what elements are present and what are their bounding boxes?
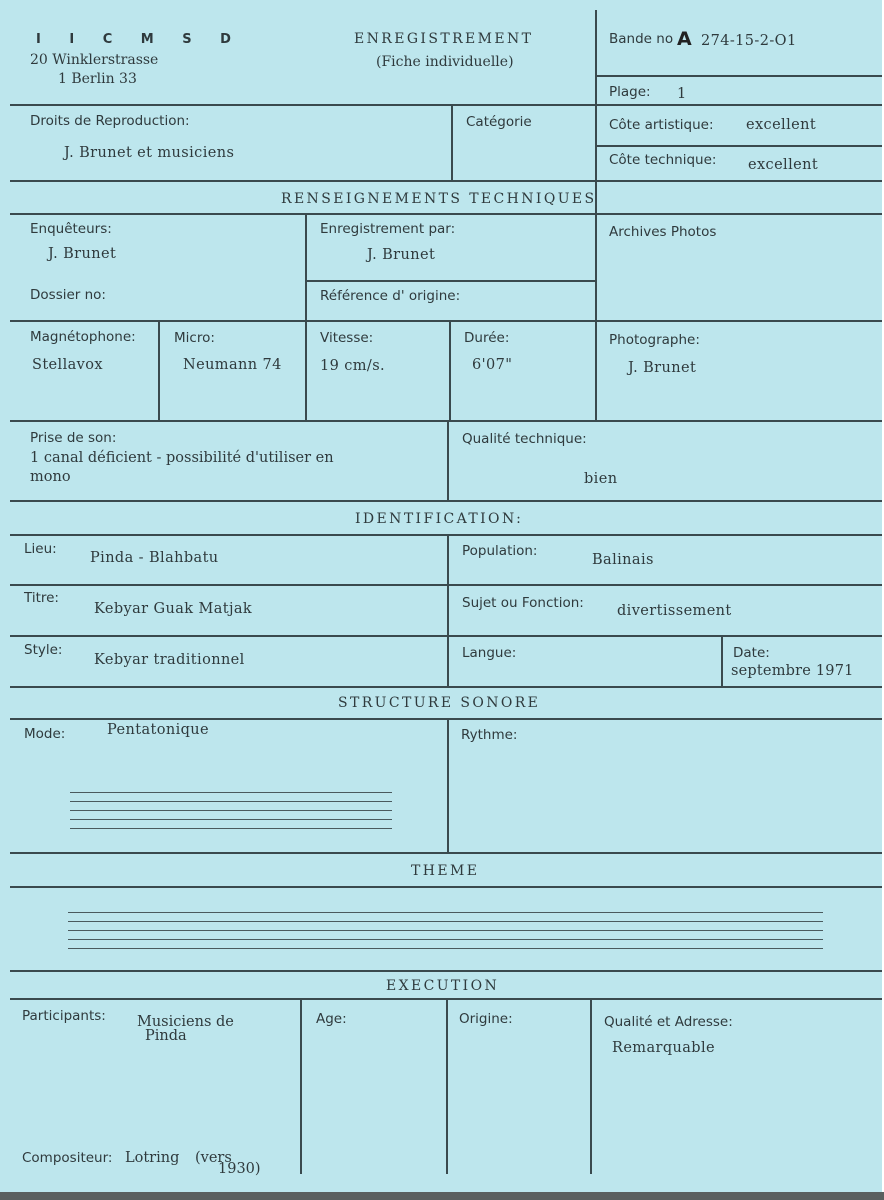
age-label: Age: (316, 1011, 347, 1027)
compositeur-value: Lotring (125, 1150, 180, 1166)
compositeur-note-line1: (vers (195, 1150, 232, 1166)
theme-staff-line (68, 921, 823, 922)
rule-lieu-bottom (10, 584, 882, 586)
form-subtitle: (Fiche individuelle) (376, 54, 514, 70)
form-title: ENREGISTREMENT (354, 31, 534, 47)
style-label: Style: (24, 642, 63, 658)
rule-titre-bottom (10, 635, 882, 637)
institution-city: 1 Berlin 33 (58, 71, 137, 87)
rule-plage-bottom (596, 104, 882, 106)
rule-dossier-bottom (10, 320, 882, 322)
cote-technique-value: excellent (748, 157, 819, 173)
enregistrement-par-label: Enregistrement par: (320, 221, 456, 237)
plage-value: 1 (677, 86, 687, 102)
micro-value: Neumann 74 (183, 357, 282, 373)
mode-staff-line (70, 810, 392, 811)
participants-label: Participants: (22, 1008, 106, 1024)
droits-label: Droits de Reproduction: (30, 113, 190, 129)
rule-categorie-left (451, 104, 453, 180)
date-value: septembre 1971 (731, 663, 854, 679)
rule-qualite-adresse-left (590, 998, 592, 1174)
section-structure: STRUCTURE SONORE (338, 695, 541, 711)
bande-number: 274-15-2-O1 (701, 33, 797, 49)
droits-value: J. Brunet et musiciens (64, 145, 235, 161)
lieu-label: Lieu: (24, 541, 57, 557)
participants-line1: Musiciens de (137, 1014, 234, 1030)
scan-bottom-edge (0, 1192, 884, 1200)
rule-structure-bottom (10, 718, 882, 720)
enqueteurs-value: J. Brunet (48, 246, 117, 262)
titre-value: Kebyar Guak Matjak (94, 601, 253, 617)
prise-de-son-label: Prise de son: (30, 430, 117, 446)
rule-date-left (721, 635, 723, 686)
vitesse-label: Vitesse: (320, 330, 374, 346)
rule-duree-left (449, 320, 451, 420)
institution-street: 20 Winklerstrasse (30, 52, 159, 68)
magnetophone-value: Stellavox (32, 357, 103, 373)
dossier-label: Dossier no: (30, 287, 106, 303)
rule-enregistrement-left (305, 213, 307, 420)
theme-staff-line (68, 930, 823, 931)
rule-qualite-technique-left (447, 420, 449, 500)
qualite-technique-label: Qualité technique: (462, 431, 587, 447)
rule-bande-bottom (596, 75, 882, 77)
cote-artistique-value: excellent (746, 117, 817, 133)
mode-value: Pentatonique (107, 722, 210, 738)
population-value: Balinais (592, 552, 654, 568)
langue-label: Langue: (462, 645, 517, 661)
sujet-value: divertissement (617, 603, 732, 619)
rule-equipment-bottom (10, 420, 882, 422)
micro-label: Micro: (174, 330, 215, 346)
qualite-adresse-value: Remarquable (612, 1040, 715, 1056)
cote-artistique-label: Côte artistique: (609, 117, 714, 133)
prise-de-son-line1: 1 canal déficient - possibilité d'utiliser en (30, 450, 334, 466)
duree-label: Durée: (464, 330, 510, 346)
plage-label: Plage: (609, 84, 651, 100)
reference-label: Référence d' origine: (320, 288, 461, 304)
categorie-label: Catégorie (466, 114, 532, 130)
institution-logo: I I C M S D (36, 32, 243, 47)
compositeur-label: Compositeur: (22, 1150, 113, 1166)
rule-droits-bottom (10, 180, 882, 182)
origine-label: Origine: (459, 1011, 513, 1027)
rule-mode-bottom (10, 852, 882, 854)
rule-header-bottom (10, 104, 595, 106)
rule-cote-mid (596, 145, 882, 147)
theme-staff-line (68, 948, 823, 949)
mode-label: Mode: (24, 726, 66, 742)
rule-age-left (300, 998, 302, 1174)
enqueteurs-label: Enquêteurs: (30, 221, 112, 237)
rule-micro-left (158, 320, 160, 420)
rythme-label: Rythme: (461, 727, 518, 743)
lieu-value: Pinda - Blahbatu (90, 550, 219, 566)
rule-theme-bottom (10, 970, 882, 972)
vitesse-value: 19 cm/s. (320, 358, 386, 374)
date-label: Date: (733, 645, 770, 661)
mode-staff-line (70, 801, 392, 802)
rule-origine-left (446, 998, 448, 1174)
rule-identification-bottom (10, 534, 882, 536)
mode-staff-line (70, 792, 392, 793)
rule-right-column (595, 10, 597, 420)
section-theme: THEME (411, 863, 480, 879)
duree-value: 6'07" (472, 357, 513, 373)
qualite-technique-value: bien (584, 471, 618, 487)
cote-technique-label: Côte technique: (609, 152, 717, 168)
rule-style-bottom (10, 686, 882, 688)
archives-photos-label: Archives Photos (609, 224, 717, 240)
section-execution: EXECUTION (386, 978, 500, 994)
bande-label: Bande no (609, 31, 674, 47)
mode-staff-line (70, 819, 392, 820)
photographe-label: Photographe: (609, 332, 700, 348)
titre-label: Titre: (24, 590, 59, 606)
prise-de-son-line2: mono (30, 469, 71, 485)
participants-line2: Pinda (145, 1028, 187, 1044)
photographe-value: J. Brunet (628, 360, 697, 376)
bande-prefix: A (677, 28, 692, 50)
sujet-label: Sujet ou Fonction: (462, 595, 584, 611)
theme-staff-line (68, 939, 823, 940)
magnetophone-label: Magnétophone: (30, 329, 136, 345)
rule-reference-top (305, 280, 595, 282)
mode-staff-line (70, 828, 392, 829)
rule-theme-label-bottom (10, 886, 882, 888)
rule-renseignements-bottom (10, 213, 882, 215)
section-renseignements: RENSEIGNEMENTS TECHNIQUES (281, 191, 597, 207)
style-value: Kebyar traditionnel (94, 652, 245, 668)
enregistrement-par-value: J. Brunet (367, 247, 436, 263)
population-label: Population: (462, 543, 538, 559)
section-identification: IDENTIFICATION: (355, 511, 524, 527)
compositeur-note-line2: 1930) (218, 1161, 261, 1177)
qualite-adresse-label: Qualité et Adresse: (604, 1014, 733, 1030)
rule-prise-bottom (10, 500, 882, 502)
theme-staff-line (68, 912, 823, 913)
rule-identification-mid (447, 534, 449, 686)
rule-rythme-left (447, 718, 449, 852)
